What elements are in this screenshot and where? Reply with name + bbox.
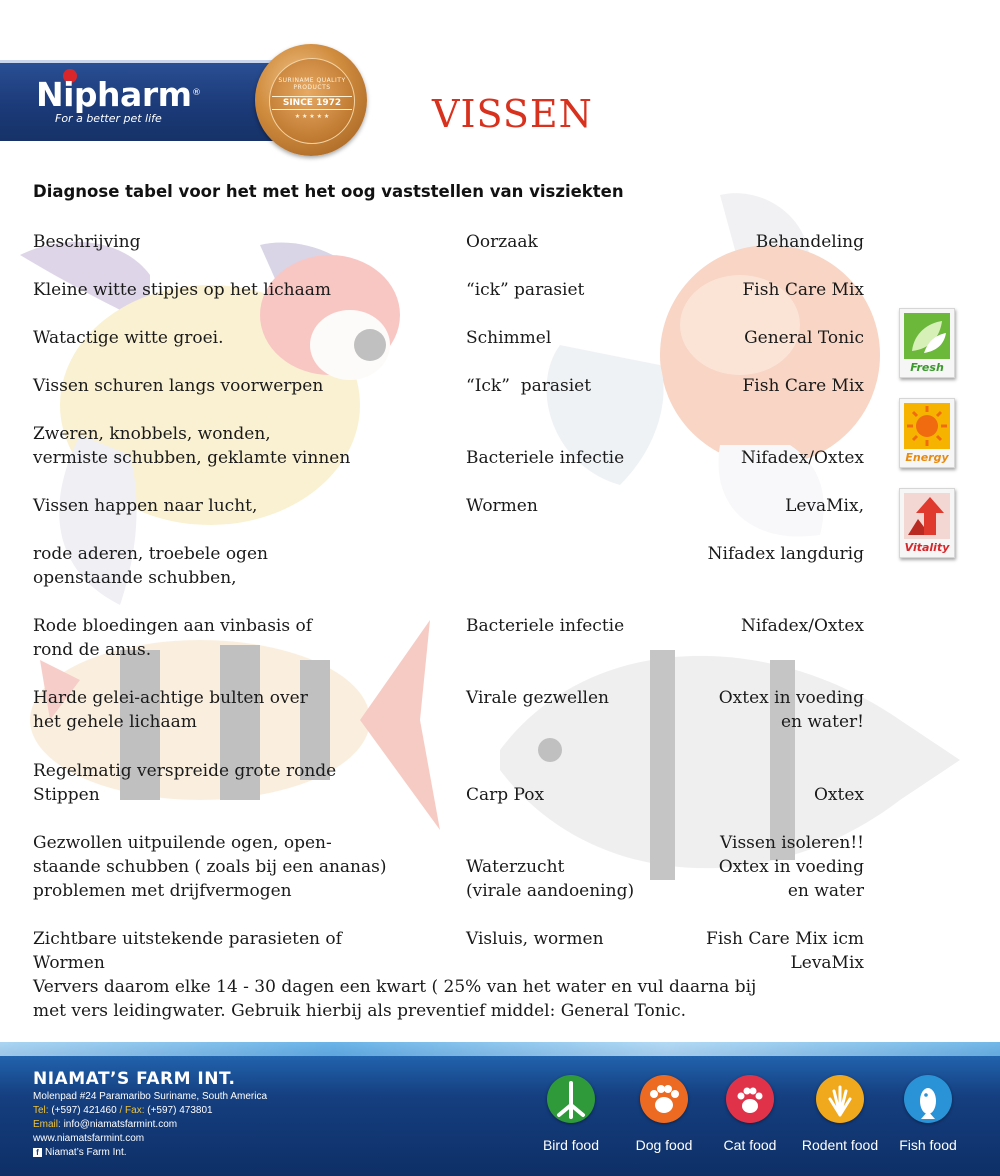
row-description: Zweren, knobbels, wonden, vermiste schubben, geklamte vinnen (33, 424, 351, 468)
badge-fresh-label: Fresh (910, 361, 944, 374)
email-value[interactable]: info@niamatsfarmint.com (63, 1119, 178, 1130)
badge-energy (899, 398, 955, 468)
food-bird-label: Bird food (542, 1137, 600, 1153)
footnote: Ververs daarom elke 14 - 30 dagen een kwart ( 25% van het water en vul daarna bij met vers leidingwater. Gebruik hierbij als preventief middel: General Tonic. (33, 977, 757, 1021)
row-description: Kleine witte stipjes op het lichaam (33, 280, 331, 300)
row-treatment: Fish Care Mix (742, 280, 864, 300)
food-cat[interactable] (710, 1075, 790, 1153)
food-rodent[interactable] (799, 1075, 881, 1153)
row-treatment: Nifadex/Oxtex (740, 616, 864, 636)
seal-arc-text: SURINAME QUALITY PRODUCTS (278, 77, 346, 91)
fish-icon-shape (904, 1075, 952, 1123)
seal-year: SINCE 1972 (272, 96, 352, 110)
facebook-label: Niamat’s Farm Int. (45, 1147, 127, 1158)
row-treatment: Fish Care Mix (742, 376, 864, 396)
rodent-paw-icon-shape (816, 1075, 864, 1123)
leaf-icon (904, 313, 950, 359)
food-dog[interactable] (624, 1075, 704, 1153)
row-treatment: Oxtex in voeding en water! (718, 688, 864, 732)
row-description: Vissen schuren langs voorwerpen (33, 376, 324, 396)
badge-fresh (899, 308, 955, 378)
row-treatment: LevaMix, (785, 496, 864, 516)
row-description: Gezwollen uitpuilende ogen, open- staande schubben ( zoals bij een ananas) problemen met drijfvermogen (33, 833, 387, 901)
food-fish-label: Fish food (899, 1137, 957, 1153)
row-cause: Wormen (466, 496, 538, 516)
tel-label: Tel: (33, 1105, 49, 1116)
badge-energy-label: Energy (905, 451, 949, 464)
header-description: Beschrijving (33, 232, 141, 252)
row-treatment: Vissen isoleren!! Oxtex in voeding en water (718, 833, 864, 901)
fax-value: (+597) 473801 (147, 1105, 213, 1116)
brand-tagline: For a better pet life (55, 112, 162, 125)
arrow-up-icon (904, 493, 950, 539)
footer-wave (0, 1042, 1000, 1056)
row-treatment: Fish Care Mix icm LevaMix (706, 929, 864, 973)
badge-vitality-label: Vitality (904, 541, 950, 554)
company-name: NIAMAT’S FARM INT. (33, 1069, 236, 1089)
cat-paw-icon (726, 1075, 774, 1123)
quality-seal (255, 44, 367, 156)
row-treatment: Nifadex/Oxtex (740, 448, 864, 468)
food-dog-label: Dog food (635, 1137, 693, 1153)
fax-label: / Fax: (119, 1105, 145, 1116)
row-description: Watactige witte groei. (33, 328, 224, 348)
food-rodent-label: Rodent food (801, 1137, 879, 1153)
page-title: VISSEN (432, 92, 593, 136)
row-description: Rode bloedingen aan vinbasis of rond de anus. (33, 616, 313, 660)
company-website[interactable]: www.niamatsfarmint.com (33, 1133, 145, 1144)
row-cause: Carp Pox (466, 785, 545, 805)
company-facebook[interactable] (33, 1147, 127, 1158)
bird-foot-icon (547, 1075, 595, 1123)
food-bird[interactable] (531, 1075, 611, 1153)
sun-icon (904, 403, 950, 449)
row-description: Zichtbare uitstekende parasieten of Wormen (33, 929, 342, 973)
paw-icon-shape (640, 1075, 688, 1123)
facebook-icon: f (33, 1148, 42, 1157)
row-cause: Schimmel (466, 328, 552, 348)
row-treatment: General Tonic (744, 328, 864, 348)
row-cause: “ick” parasiet (466, 280, 585, 300)
paw-icon (640, 1075, 688, 1123)
rodent-paw-icon (816, 1075, 864, 1123)
row-treatment: Oxtex (813, 785, 864, 805)
row-cause: Virale gezwellen (466, 688, 609, 708)
table-subtitle: Diagnose tabel voor het met het oog vaststellen van visziekten (33, 182, 624, 201)
row-cause: Visluis, wormen (466, 929, 604, 949)
food-fish[interactable] (888, 1075, 968, 1153)
row-treatment: Nifadex langdurig (707, 544, 864, 564)
row-description: Regelmatig verspreide grote ronde Stippen (33, 761, 337, 805)
food-cat-label: Cat food (723, 1137, 777, 1153)
company-email (33, 1119, 177, 1130)
row-description: rode aderen, troebele ogen openstaande schubben, (33, 544, 268, 588)
company-phone-fax (33, 1105, 213, 1116)
row-description: Harde gelei-achtige bulten over het gehele lichaam (33, 688, 308, 732)
row-cause: “Ick” parasiet (466, 376, 592, 396)
registered-mark: ® (192, 88, 201, 98)
row-cause: Bacteriele infectie (466, 616, 625, 636)
badge-vitality (899, 488, 955, 558)
row-cause: Waterzucht (virale aandoening) (466, 857, 635, 901)
header-treatment: Behandeling (755, 232, 864, 252)
row-description: Vissen happen naar lucht, (33, 496, 258, 516)
email-label: Email: (33, 1119, 61, 1130)
company-address: Molenpad #24 Paramaribo Suriname, South America (33, 1091, 268, 1102)
row-cause: Bacteriele infectie (466, 448, 625, 468)
seal-stars: ★ ★ ★ ★ ★ (294, 113, 330, 120)
seal-inner (269, 58, 355, 144)
brand-logo: Nipharm (36, 75, 192, 114)
header-cause: Oorzaak (466, 232, 538, 252)
bird-foot-icon-shape (547, 1075, 595, 1123)
tel-value: (+597) 421460 (51, 1105, 117, 1116)
fish-icon (904, 1075, 952, 1123)
cat-paw-icon-shape (726, 1075, 774, 1123)
